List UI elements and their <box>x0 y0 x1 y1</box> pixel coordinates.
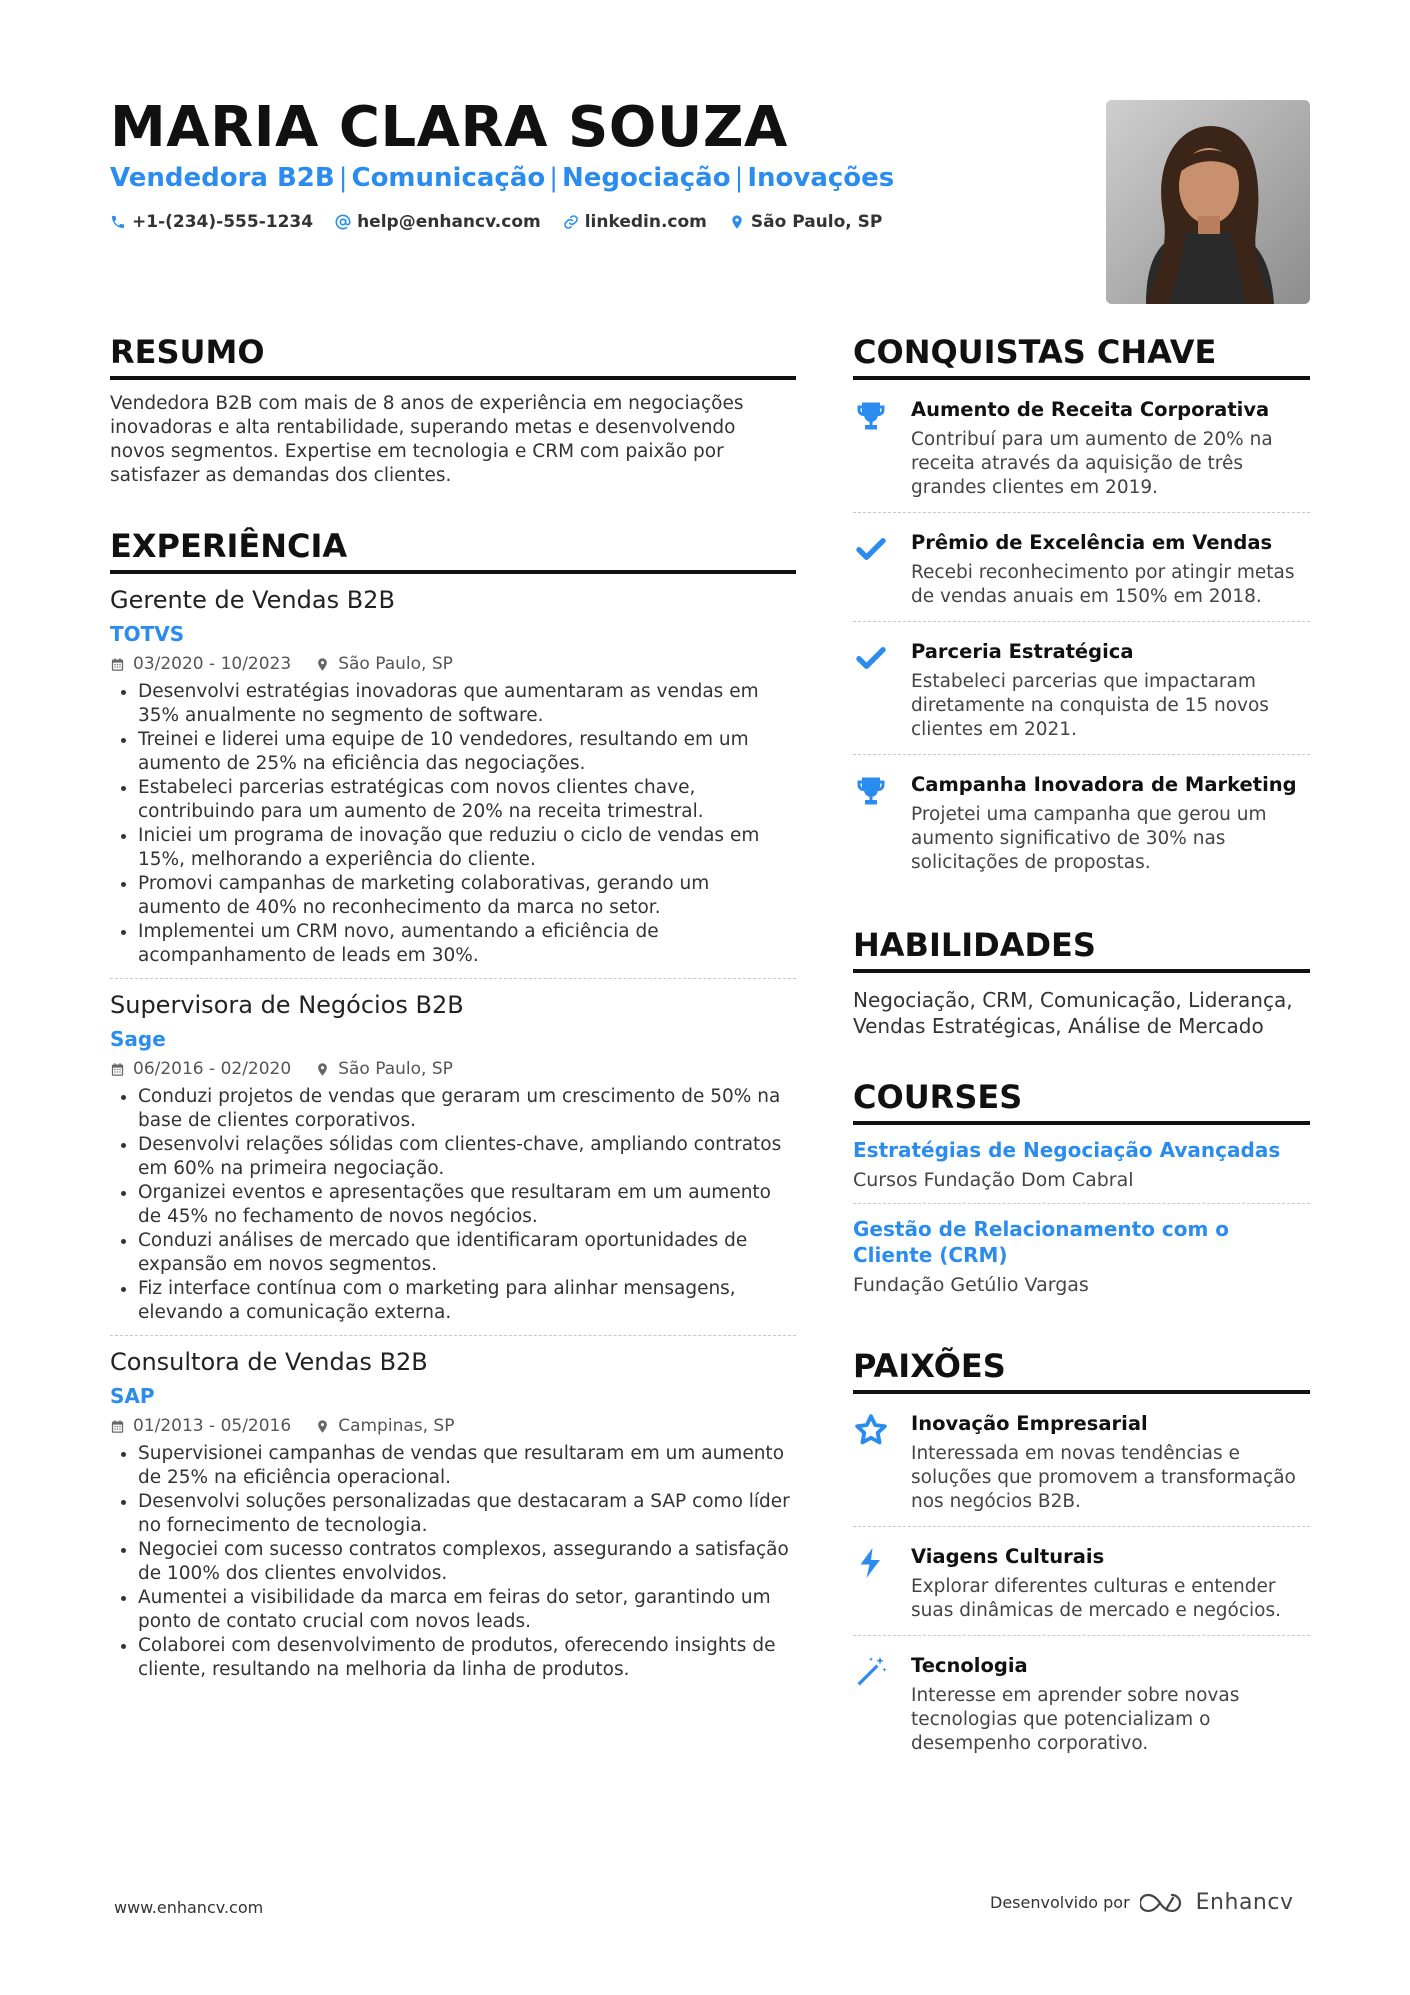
job-dates <box>110 652 291 676</box>
experience-section <box>110 524 796 1692</box>
job-company: Sage <box>110 1027 166 1051</box>
passions-section <box>853 1344 1310 1768</box>
job-bullet: • Iniciei um programa de inovação que reduziu o ciclo de vendas em 15%, melhorando a experiência do cliente. <box>138 824 796 872</box>
job-bullet: • Aumentei a visibilidade da marca em feiras do setor, garantindo um ponto de contato crucial com novos leads. <box>138 1586 796 1634</box>
job-dates-text: 06/2016 - 02/2020 <box>133 1059 292 1079</box>
check-icon <box>853 640 889 676</box>
job-bullet: • Desenvolvi relações sólidas com clientes-chave, ampliando contratos em 60% na primeira negociação. <box>138 1133 796 1181</box>
contact-email[interactable] <box>335 210 541 234</box>
linkedin-text: linkedin.com <box>584 212 707 232</box>
experience-title: EXPERIÊNCIA <box>110 524 796 574</box>
headline-part: Negociação <box>562 163 731 193</box>
job-title: Supervisora de Negócios B2B <box>110 991 464 1019</box>
job-location-text: São Paulo, SP <box>338 1059 453 1079</box>
course-title: Gestão de Relacionamento com o Cliente (CRM) <box>853 1217 1230 1267</box>
passion-item <box>853 1527 1310 1636</box>
job-meta <box>110 1414 796 1438</box>
skills-title: HABILIDADES <box>853 923 1310 973</box>
job-bullet: • Conduzi projetos de vendas que geraram um crescimento de 50% na base de clientes corporativos. <box>138 1085 796 1133</box>
headline-separator: | <box>549 163 558 193</box>
achievements-title: CONQUISTAS CHAVE <box>853 330 1310 380</box>
headline <box>110 160 894 196</box>
achievement-item <box>853 755 1310 887</box>
calendar-icon <box>110 657 125 672</box>
achievements-section <box>853 330 1310 887</box>
achievement-desc: Projetei uma campanha que gerou um aumento significativo de 30% nas solicitações de propostas. <box>911 804 1267 873</box>
passion-item <box>853 1636 1310 1768</box>
contact-linkedin[interactable] <box>563 210 707 234</box>
job-location <box>315 652 453 676</box>
passions-title: PAIXÕES <box>853 1344 1310 1394</box>
job-location-text: Campinas, SP <box>338 1416 455 1436</box>
job-location <box>315 1414 454 1438</box>
location-pin-icon <box>315 1062 330 1077</box>
calendar-icon <box>110 1419 125 1434</box>
job-bullet: • Negociei com sucesso contratos complexos, assegurando a satisfação de 100% dos clientes envolvidos. <box>138 1538 796 1586</box>
achievement-title: Parceria Estratégica <box>911 640 1134 663</box>
summary-text: Vendedora B2B com mais de 8 anos de experiência em negociações inovadoras e alta rentabilidade, superando metas e desenvolvendo novos segmentos. Expertise em tecnologia e CRM com paixão por satisfazer as demandas dos clientes. <box>110 393 744 486</box>
course-item <box>853 1204 1310 1308</box>
achievement-title: Prêmio de Excelência em Vendas <box>911 531 1273 554</box>
passion-desc: Interessada em novas tendências e soluções que promovem a transformação nos negócios B2B. <box>911 1443 1296 1512</box>
passion-desc: Interesse em aprender sobre novas tecnologias que potencializam o desempenho corporativo. <box>911 1685 1240 1754</box>
job-entry <box>110 1336 796 1692</box>
star-icon <box>853 1412 889 1448</box>
job-dates-text: 01/2013 - 05/2016 <box>133 1416 292 1436</box>
job-company: TOTVS <box>110 622 185 646</box>
job-location-text: São Paulo, SP <box>338 654 453 674</box>
job-meta <box>110 652 796 676</box>
job-bullet: • Desenvolvi soluções personalizadas que destacaram a SAP como líder no fornecimento de tecnologia. <box>138 1490 796 1538</box>
magic-wand-icon <box>853 1654 889 1690</box>
job-dates <box>110 1057 291 1081</box>
achievement-desc: Contribuí para um aumento de 20% na receita através da aquisição de três grandes clientes em 2019. <box>911 429 1273 498</box>
job-dates <box>110 1414 291 1438</box>
trophy-icon <box>853 773 889 809</box>
courses-title: COURSES <box>853 1075 1310 1125</box>
at-icon <box>335 214 351 230</box>
skills-section <box>853 923 1310 1039</box>
course-title: Estratégias de Negociação Avançadas <box>853 1138 1281 1162</box>
enhancv-logo-icon <box>1140 1890 1186 1916</box>
achievement-desc: Recebi reconhecimento por atingir metas de vendas anuais em 150% em 2018. <box>911 562 1295 607</box>
contact-phone[interactable] <box>110 210 313 234</box>
passion-title: Inovação Empresarial <box>911 1412 1148 1435</box>
trophy-icon <box>853 398 889 434</box>
email-text: help@enhancv.com <box>357 212 541 232</box>
location-pin-icon <box>315 657 330 672</box>
job-location <box>315 1057 453 1081</box>
phone-icon <box>110 214 126 230</box>
footer-website[interactable]: www.enhancv.com <box>114 1898 264 1917</box>
lightning-icon <box>853 1545 889 1581</box>
achievement-item <box>853 513 1310 622</box>
summary-title: RESUMO <box>110 330 796 380</box>
footer-branding[interactable] <box>990 1890 1293 1916</box>
job-title: Consultora de Vendas B2B <box>110 1348 428 1376</box>
course-school: Fundação Getúlio Vargas <box>853 1274 1089 1296</box>
job-bullets <box>110 680 796 968</box>
job-bullet: • Colaborei com desenvolvimento de produtos, oferecendo insights de cliente, resultando na melhoria da linha de produtos. <box>138 1634 796 1682</box>
headline-part: Comunicação <box>351 163 546 193</box>
job-company: SAP <box>110 1384 155 1408</box>
job-bullet: • Promovi campanhas de marketing colaborativas, gerando um aumento de 40% no reconhecimento da marca no setor. <box>138 872 796 920</box>
link-icon <box>563 214 579 230</box>
job-bullet: • Desenvolvi estratégias inovadoras que aumentaram as vendas em 35% anualmente no segmento de software. <box>138 680 796 728</box>
powered-by-label: Desenvolvido por <box>990 1893 1130 1912</box>
calendar-icon <box>110 1062 125 1077</box>
phone-text: +1-(234)-555-1234 <box>132 212 314 232</box>
profile-photo-graphic <box>1106 100 1310 304</box>
headline-separator: | <box>338 163 348 193</box>
course-school: Cursos Fundação Dom Cabral <box>853 1169 1134 1191</box>
job-bullet: • Treinei e liderei uma equipe de 10 vendedores, resultando em um aumento de 25% na eficiência das negociações. <box>138 728 796 776</box>
enhancv-brand: Enhancv <box>1195 1890 1294 1915</box>
achievement-desc: Estabeleci parcerias que impactaram diretamente na conquista de 15 novos clientes em 2021. <box>911 671 1269 740</box>
job-bullet: • Conduzi análises de mercado que identificaram oportunidades de expansão em novos segmentos. <box>138 1229 796 1277</box>
achievement-title: Campanha Inovadora de Marketing <box>911 773 1297 796</box>
passion-title: Tecnologia <box>911 1654 1028 1677</box>
location-pin-icon <box>729 214 745 230</box>
job-entry <box>110 574 796 979</box>
passion-desc: Explorar diferentes culturas e entender suas dinâmicas de mercado e negócios. <box>911 1576 1281 1621</box>
summary-section <box>110 330 796 488</box>
location-text: São Paulo, SP <box>750 212 883 232</box>
left-column <box>110 330 796 1728</box>
contact-bar <box>110 210 882 234</box>
job-entry <box>110 979 796 1336</box>
courses-section <box>853 1075 1310 1308</box>
check-icon <box>853 531 889 567</box>
right-column <box>853 330 1310 1804</box>
location-pin-icon <box>315 1419 330 1434</box>
profile-photo <box>1106 100 1310 304</box>
job-bullet: • Implementei um CRM novo, aumentando a eficiência de acompanhamento de leads em 30%. <box>138 920 796 968</box>
contact-location <box>729 210 882 234</box>
job-bullet: • Organizei eventos e apresentações que resultaram em um aumento de 45% no fechamento de novos negócios. <box>138 1181 796 1229</box>
headline-part: Vendedora B2B <box>110 163 335 193</box>
skills-text: Negociação, CRM, Comunicação, Liderança, Vendas Estratégicas, Análise de Mercado <box>853 988 1293 1038</box>
job-bullet: • Supervisionei campanhas de vendas que resultaram em um aumento de 25% na eficiência operacional. <box>138 1442 796 1490</box>
job-bullets <box>110 1085 796 1325</box>
achievement-item <box>853 622 1310 755</box>
job-dates-text: 03/2020 - 10/2023 <box>133 654 292 674</box>
candidate-name: MARIA CLARA SOUZA <box>110 95 788 160</box>
job-title: Gerente de Vendas B2B <box>110 586 395 614</box>
passion-title: Viagens Culturais <box>911 1545 1105 1568</box>
achievement-title: Aumento de Receita Corporativa <box>911 398 1270 421</box>
course-item <box>853 1125 1310 1204</box>
job-bullet: • Estabeleci parcerias estratégicas com novos clientes chave, contribuindo para um aumento de 20% na receita trimestral. <box>138 776 796 824</box>
headline-part: Inovações <box>747 163 895 193</box>
headline-separator: | <box>734 163 744 193</box>
job-bullets <box>110 1442 796 1682</box>
job-bullet: • Fiz interface contínua com o marketing para alinhar mensagens, elevando a comunicação externa. <box>138 1277 796 1325</box>
passion-item <box>853 1394 1310 1527</box>
job-meta <box>110 1057 796 1081</box>
achievement-item <box>853 380 1310 513</box>
